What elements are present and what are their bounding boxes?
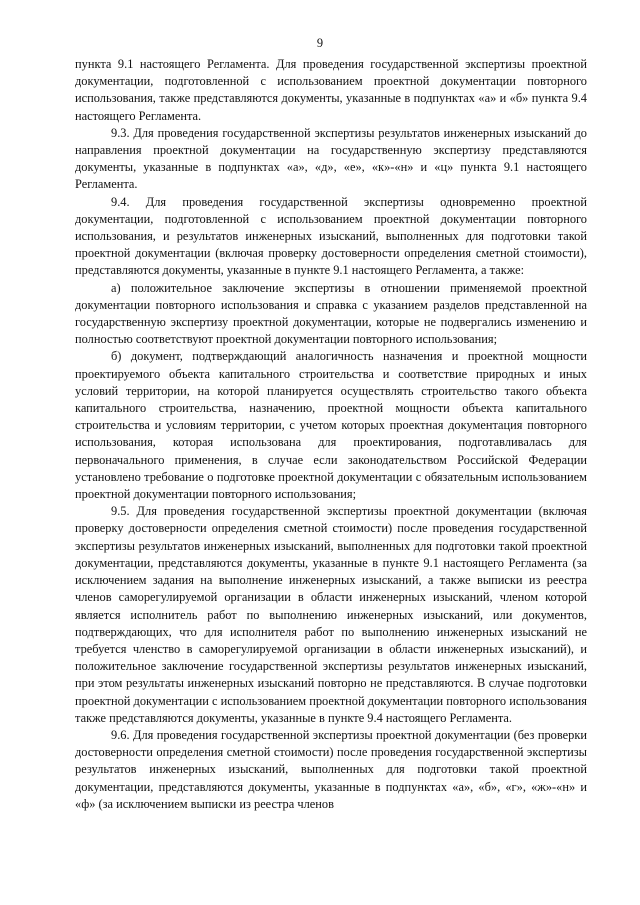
paragraph-9-3: 9.3. Для проведения государственной экспертизы результатов инженерных изысканий до направления проектной документации на государственную экспертизу представляются документы, указанные в подпунктах «а», «д», «е», «к»-«н» и «ц» пункта 9.1 настоящего Регламента. [75,125,587,192]
page-number: 9 [316,36,324,50]
document-body [75,56,587,813]
subparagraph-b: б) документ, подтверждающий аналогичность назначения и проектной мощности проектируемого объекта капитального строительства и соответствие природных и иных условий территории, на которой планируется осуществлять строительство такого объекта капитального строительства, назначению, проектной мощности объекта капитального строительства и условиям территории, с учетом которых проектная документация повторного использования, которая использована для проектирования, подготавливалась для первоначального применения, в случае если законодательством Российской Федерации установлено требование о подготовке проектной документации с обязательным использованием проектной документации повторного использования; [75,349,587,502]
paragraph-9-6: 9.6. Для проведения государственной экспертизы проектной документации (без проверки достоверности определения сметной стоимости) после проведения государственной экспертизы результатов инженерных изысканий, выполненных для подготовки такой проектной документации, представляются документы, указанные в подпунктах «а», «б», «г», «ж»-«н» и «ф» (за исключением выписки из реестра членов [75,727,587,811]
paragraph-9-5: 9.5. Для проведения государственной экспертизы проектной документации (включая проверку достоверности определения сметной стоимости) после проведения государственной экспертизы результатов инженерных изысканий, выполненных для подготовки такой проектной документации, представляются документы, указанные в пункте 9.1 настоящего Регламента (за исключением задания на выполнение инженерных изысканий, а также выписки из реестра членов саморегулируемой организации в области инженерных изысканий, членом которой является исполнитель работ по выполнению инженерных изысканий, или документов, подтверждающих, что для исполнителя работ по выполнению инженерных изысканий не требуется членство в саморегулируемой организации в области инженерных изысканий), и положительное заключение государственной экспертизы результатов инженерных изысканий, при этом результаты инженерных изысканий повторно не представляются. В случае подготовки проектной документации с использованием проектной документации повторного использования также представляются документы, указанные в пункте 9.4 настоящего Регламента. [75,504,587,725]
paragraph-9-4: 9.4. Для проведения государственной экспертизы одновременно проектной документации, подготовленной с использованием проектной документации повторного использования, и результатов инженерных изысканий, выполненных для подготовки такой проектной документации (включая проверку достоверности определения сметной стоимости), представляются документы, указанные в пункте 9.1 настоящего Регламента, а также: [75,194,587,278]
subparagraph-a: а) положительное заключение экспертизы в отношении применяемой проектной документации повторного использования и справка с указанием разделов представленной на государственную экспертизу проектной документации, которые не подвергались изменению и полностью соответствуют проектной документации повторного использования; [75,280,587,347]
paragraph-continuation: пункта 9.1 настоящего Регламента. Для проведения государственной экспертизы проектной документации, подготовленной с использованием проектной документации повторного использования, также представляются документы, указанные в подпунктах «а» и «б» пункта 9.4 настоящего Регламента. [75,57,587,123]
